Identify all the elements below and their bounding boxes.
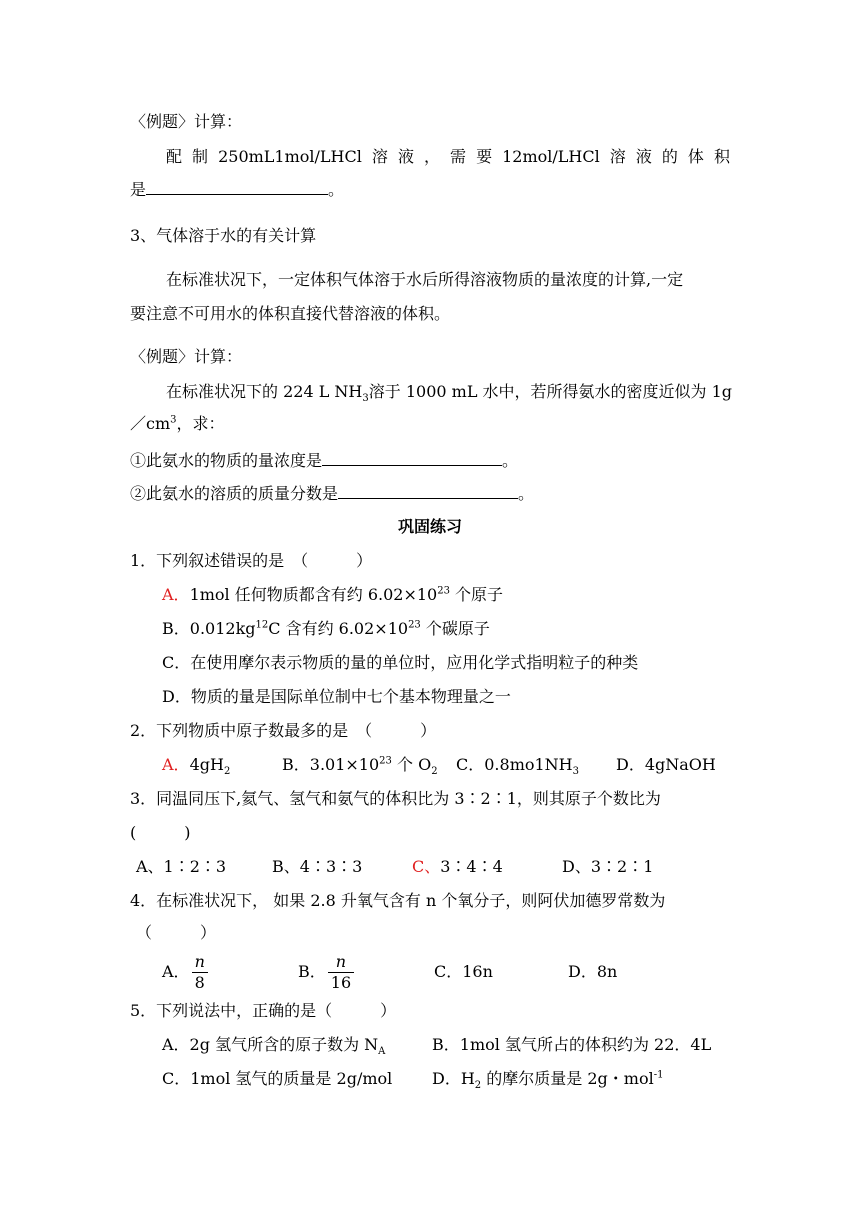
example2-question1: ①此氨水的物质的量浓度是 。 <box>130 451 519 470</box>
question-4-stem-line1: 4．在标准状况下， 如果 2.8 升氧气含有 n 个氧分子，则阿伏加德罗常数为 <box>130 891 666 910</box>
question-1-option-c[interactable]: C．在使用摩尔表示物质的量的单位时，应用化学式指明粒子的种类 <box>162 653 639 672</box>
question-3-option-c[interactable]: C、3∶4∶4 <box>412 857 503 876</box>
paragraph-line: 要注意不可用水的体积直接代替溶液的体积。 <box>130 304 451 323</box>
question-3-stem-line2: ( ) <box>130 823 191 842</box>
example1-line1: 配 制 250mL1mol/LHCl 溶 液 ， 需 要 12mol/LHCl 溶 液 的 体 积 <box>166 147 730 166</box>
answer-blank[interactable] <box>322 449 502 466</box>
question-2-option-d[interactable]: D．4gNaOH <box>616 755 716 774</box>
question-4-option-d[interactable]: D．8n <box>568 962 618 981</box>
question-5-option-c[interactable]: C．1mol 氢气的质量是 2g/mol <box>162 1069 393 1088</box>
question-3-stem-line1: 3．同温同压下,氦气、氢气和氨气的体积比为 3∶2∶1，则其原子个数比为 <box>130 789 661 808</box>
example2-heading: 〈例题〉计算： <box>130 347 243 366</box>
section-title: 3、气体溶于水的有关计算 <box>130 226 317 245</box>
question-1-option-b[interactable]: B．$0.012kg^{12}C$ 含有约 $6.02\times 10^{23}$ 个碳原子 <box>162 619 490 638</box>
question-5-option-b[interactable]: B．1mol 氢气所占的体积约为 22．4L <box>432 1035 712 1054</box>
question-5-option-a[interactable]: A．2g 氢气所含的原子数为 $N_A$ <box>162 1035 386 1058</box>
question-4-option-a[interactable]: A． $\frac{n}{8}$ <box>162 952 208 993</box>
question-5-stem: 5．下列说法中，正确的是（ ） <box>130 1001 397 1020</box>
question-3-option-a[interactable]: A、1∶2∶3 <box>136 857 227 876</box>
question-4-option-b[interactable]: B． $\frac{n}{16}$ <box>298 952 354 993</box>
question-1-stem: 1．下列叙述错误的是 （ ） <box>130 551 373 570</box>
example1-heading: 〈例题〉计算： <box>130 112 243 131</box>
question-5-option-d[interactable]: D．$H_2$ 的摩尔质量是 2g・mol$^{-1}$ <box>432 1069 664 1092</box>
question-4-stem-line2: （ ） <box>136 923 217 942</box>
fraction: $\frac{n}{8}$ <box>192 952 208 993</box>
fraction: $\frac{n}{16}$ <box>328 952 354 993</box>
answer-blank[interactable] <box>338 482 518 499</box>
practice-title: 巩固练习 <box>397 517 462 536</box>
question-3-option-b[interactable]: B、4∶3∶3 <box>272 857 363 876</box>
question-2-stem: 2．下列物质中原子数最多的是 （ ） <box>130 721 437 740</box>
answer-blank[interactable] <box>146 178 328 195</box>
question-2-option-a[interactable]: A．$4gH_2$ <box>162 755 231 778</box>
question-1-option-d[interactable]: D．物质的量是国际单位制中七个基本物理量之一 <box>162 687 511 706</box>
question-2-option-c[interactable]: C．$0.8mo1NH_3$ <box>456 755 580 778</box>
question-4-option-c[interactable]: C．16n <box>434 962 493 981</box>
example2-question2: ②此氨水的溶质的质量分数是 。 <box>130 484 535 503</box>
example1-line2: 是 。 <box>130 180 345 199</box>
example2-line2: $/cm^3$，求： <box>130 414 225 433</box>
example2-line1: 在标准状况下的 224 L $NH_3$溶于 1000 mL 水中，若所得氨水的密度近似为 1g <box>166 382 733 405</box>
paragraph-line: 在标准状况下，一定体积气体溶于水后所得溶液物质的量浓度的计算,一定 <box>166 270 684 289</box>
question-3-option-d[interactable]: D、3∶2∶1 <box>562 857 654 876</box>
question-1-option-a[interactable]: A．1mol 任何物质都含有约 $6.02\times 10^{23}$ 个原子 <box>162 585 504 604</box>
question-2-option-b[interactable]: B．$3.01\times 10^{23}$ 个 $O_2$ <box>282 755 438 778</box>
